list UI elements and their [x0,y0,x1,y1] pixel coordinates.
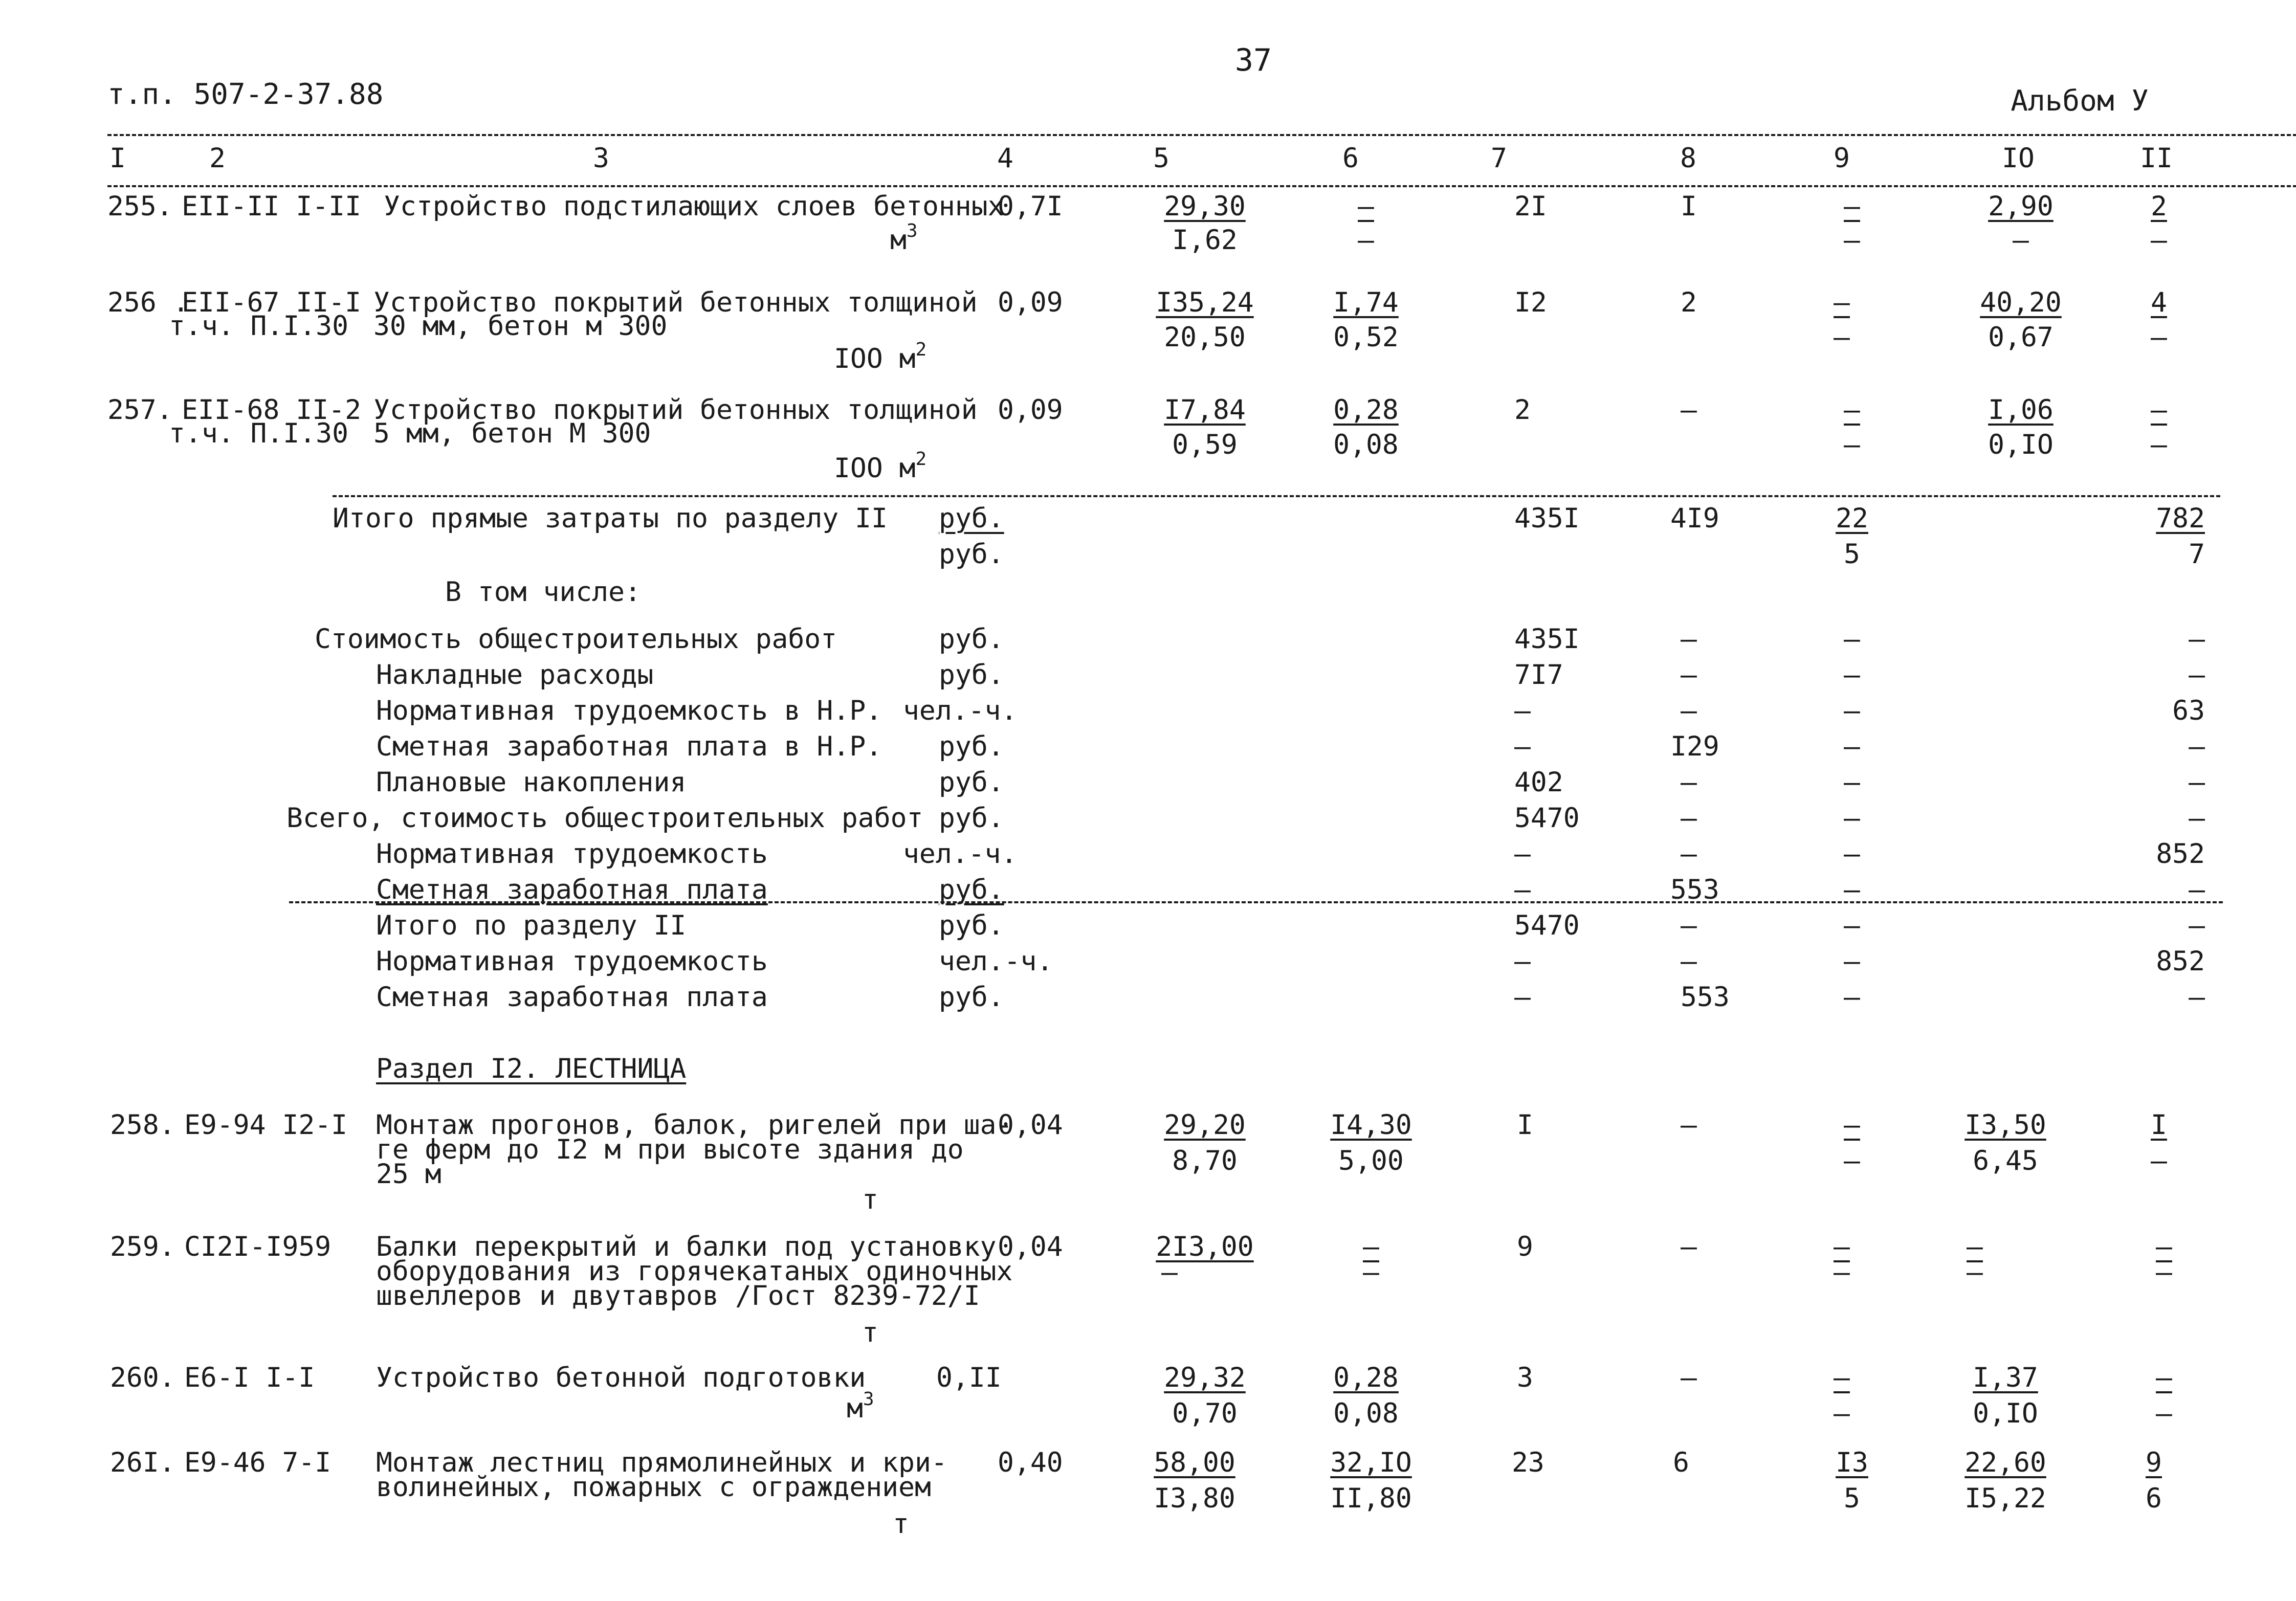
machine-cost: I,74 [1333,287,1399,318]
machine-wages: 5,00 [1338,1145,1404,1176]
norm-code: E9-46 7-I [184,1447,332,1478]
header-bottom-rule [107,185,2296,187]
labor-per-unit: – [1967,1231,1983,1262]
labor-machinists-per-unit: 6,45 [1973,1145,2038,1176]
total-machine-wages: – [1834,322,1850,353]
labor-machinists-total: – [2156,1398,2172,1429]
total-cost: 3 [1517,1362,1533,1393]
summary-label: Сметная заработная плата [376,982,768,1013]
total-cost: I [1517,1109,1533,1141]
summary-labor: 852 [2156,946,2205,977]
total-machine-cost: – [1834,1362,1850,1393]
summary-total-cost: – [1514,946,1531,977]
summary-subheading: В том числе: [445,576,641,608]
total-machine-cost: – [1834,1231,1850,1262]
unit-label: т [862,1184,878,1215]
summary-labor: – [2189,982,2205,1013]
labor-per-unit: I3,50 [1964,1109,2046,1141]
summary-label: Стоимость общестроительных работ [315,624,837,655]
norm-code: EII-II I-II [182,191,361,222]
total-machine-cost: – [1844,1109,1860,1141]
machine-wages: – [1358,225,1374,256]
total-machine-wages: – [1844,225,1860,256]
total-machine-cost: – [1844,394,1860,426]
summary-total-cost: 5470 [1514,803,1580,834]
total-wages: 2 [1681,287,1697,318]
summary-labor: – [2189,874,2205,905]
summary-total-wages: – [1681,910,1697,941]
quantity: 0,04 [998,1109,1063,1141]
unit-cost-wages: 8,70 [1172,1145,1238,1176]
unit-cost-wages: 0,59 [1172,429,1238,460]
summary-labor: – [2189,803,2205,834]
machine-cost: 0,28 [1333,1362,1399,1393]
labor-total: – [2156,1362,2172,1393]
summary-total-cost: 402 [1514,767,1563,798]
norm-code: E6-I I-I [184,1362,315,1393]
work-description: 30 мм, бетон м 300 [373,310,668,342]
quantity: 0,09 [998,287,1063,318]
summary-machine-cost: – [1844,767,1860,798]
machine-cost: I4,30 [1330,1109,1412,1141]
summary-total-cost: – [1514,731,1531,762]
labor-total: – [2156,1231,2172,1262]
work-description: оборудования из горячекатаных одиночных [376,1256,1013,1287]
quantity: 0,7I [998,191,1063,222]
row-number: 260. [110,1362,175,1393]
summary-unit: руб. [939,767,1004,798]
column-header: 5 [1153,143,1169,174]
album-label: Альбом У [2011,84,2149,118]
labor-machinists-per-unit: – [2013,225,2029,256]
machine-cost: – [1363,1231,1379,1262]
summary-unit: руб. [939,874,1004,905]
labor-per-unit: 40,20 [1980,287,2062,318]
norm-code: EII-67 II-I [182,287,361,318]
summary-total-wages: – [1681,767,1697,798]
labor-machinists-total: – [2151,1145,2167,1176]
labor-machinists-total: – [2151,429,2167,460]
summary-labor: – [2189,731,2205,762]
summary-total-cost: – [1514,874,1531,905]
summary-machine-cost: – [1844,624,1860,655]
work-description: Устройство покрытий бетонных толщиной [373,394,978,426]
unit-cost-wages: 0,70 [1172,1398,1238,1429]
summary-unit: чел.-ч. [903,838,1018,870]
subtotal-divider [289,901,2223,903]
unit-cost: 29,30 [1164,191,1246,222]
work-description: 25 м [376,1159,441,1190]
column-header: 3 [593,143,609,174]
summary-total-wages: – [1681,838,1697,870]
summary-label: Нормативная трудоемкость [376,946,768,977]
labor-machinists-total: 6 [2146,1483,2162,1514]
unit-cost: I7,84 [1164,394,1246,426]
summary-label: Плановые накопления [376,767,687,798]
machine-wages: 0,08 [1333,1398,1399,1429]
norm-code-note: т.ч. П.I.30 [169,418,348,449]
work-description: Устройство подстилающих слоев бетонных [384,191,1004,222]
quantity: 0,II [936,1362,1002,1393]
labor-machinists-per-unit: 0,67 [1988,322,2054,353]
total-wages: 6 [1673,1447,1689,1478]
summary-machine-cost: – [1844,803,1860,834]
labor-per-unit: I,37 [1973,1362,2038,1393]
row-number: 259. [110,1231,175,1262]
quantity: 0,04 [998,1231,1063,1262]
total-wages: I [1681,191,1697,222]
total-cost: 23 [1512,1447,1544,1478]
work-description: ге ферм до I2 м при высоте здания до [376,1134,964,1165]
unit-label: IOO $м^2$ [834,449,927,484]
summary-labor: 63 [2172,695,2205,726]
labor-machinists-total: – [2156,1257,2172,1288]
total-wages: – [1681,1109,1697,1141]
summary-total-cost: 7I7 [1514,659,1563,691]
page-number: 37 [1234,42,1272,78]
machine-cost: 32,IO [1330,1447,1412,1478]
total-machine-cost: I3 [1836,1447,1868,1478]
summary-total-wages: – [1681,695,1697,726]
summary-unit: чел.-ч. [903,695,1018,726]
labor-per-unit: 22,60 [1964,1447,2046,1478]
summary-total-wages: 4I9 [1670,503,1719,534]
row-number: 26I. [110,1447,175,1478]
summary-labor: – [2189,767,2205,798]
summary-label: Сметная заработная плата в Н.Р. [376,731,882,762]
row-number: 256 . [107,287,189,318]
norm-code: CI2I-I959 [184,1231,332,1262]
summary-machine-cost: 22 [1836,503,1868,534]
summary-machine-cost: – [1844,874,1860,905]
column-header: 9 [1834,143,1850,174]
unit-cost: 29,32 [1164,1362,1246,1393]
summary-labor-machinists: 7 [2189,539,2205,570]
unit-cost: 58,00 [1154,1447,1235,1478]
total-wages: – [1681,394,1697,426]
column-header: IO [2002,143,2035,174]
labor-machinists-per-unit: 0,IO [1973,1398,2038,1429]
summary-total-cost: – [1514,838,1531,870]
unit-cost: 2I3,00 [1156,1231,1254,1262]
labor-machinists-total: – [2151,322,2167,353]
labor-machinists-per-unit: – [1967,1257,1983,1288]
labor-total: 4 [2151,287,2167,318]
labor-total: 9 [2146,1447,2162,1478]
document-code: т.п. 507-2-37.88 [107,78,384,111]
summary-total-cost: – [1514,695,1531,726]
labor-per-unit: I,06 [1988,394,2054,426]
labor-per-unit: 2,90 [1988,191,2054,222]
summary-machine-wages: 5 [1844,539,1860,570]
summary-unit: руб. [939,659,1004,691]
summary-unit: руб. [939,982,1004,1013]
unit-cost-wages: I3,80 [1154,1483,1235,1514]
summary-machine-cost: – [1844,695,1860,726]
column-header: 6 [1342,143,1359,174]
header-top-rule [107,134,2296,136]
summary-unit: руб. [939,624,1004,655]
summary-total-wages: – [1681,946,1697,977]
summary-unit: руб. [939,803,1004,834]
row-number: 258. [110,1109,175,1141]
labor-machinists-per-unit: I5,22 [1964,1483,2046,1514]
total-machine-wages: 5 [1844,1483,1860,1514]
total-cost: I2 [1514,287,1547,318]
machine-wages: 0,52 [1333,322,1399,353]
work-description: швеллеров и двутавров /Гост 8239-72/I [376,1280,980,1311]
summary-total-wages: – [1681,624,1697,655]
summary-total-cost: 5470 [1514,910,1580,941]
machine-wages: II,80 [1330,1483,1412,1514]
unit-label: IOO $м^2$ [834,339,927,374]
summary-machine-cost: – [1844,946,1860,977]
machine-cost: – [1358,191,1374,222]
work-description: Устройство покрытий бетонных толщиной [373,287,978,318]
summary-total-wages: 553 [1670,874,1719,905]
labor-machinists-total: – [2151,225,2167,256]
unit-label: $м^3$ [890,220,918,256]
summary-machine-cost: – [1844,838,1860,870]
machine-wages: – [1363,1257,1379,1288]
summary-total-cost: 435I [1514,503,1580,534]
summary-total-cost: 435I [1514,624,1580,655]
column-header: 2 [209,143,226,174]
total-machine-cost: – [1844,191,1860,222]
summary-label: Итого по разделу II [376,910,687,941]
summary-total-wages: – [1681,803,1697,834]
machine-wages: 0,08 [1333,429,1399,460]
norm-code: E9-94 I2-I [184,1109,348,1141]
summary-labor: 782 [2156,503,2205,534]
summary-label: Всего, стоимость общестроительных работ [286,803,923,834]
total-wages: – [1681,1362,1697,1393]
summary-machine-cost: – [1844,659,1860,691]
summary-total-cost: – [1514,982,1531,1013]
labor-machinists-per-unit: 0,IO [1988,429,2054,460]
quantity: 0,40 [998,1447,1063,1478]
row-number: 255. [107,191,173,222]
norm-code: EII-68 II-2 [182,394,361,426]
work-description: 5 мм, бетон М 300 [373,418,651,449]
column-header: II [2140,143,2173,174]
summary-label: Нормативная трудоемкость [376,838,768,870]
unit-cost: I35,24 [1156,287,1254,318]
total-machine-wages: – [1844,429,1860,460]
summary-unit: руб. [939,910,1004,941]
total-wages: – [1681,1231,1697,1262]
summary-machine-cost: – [1844,982,1860,1013]
work-description: Монтаж лестниц прямолинейных и кри- [376,1447,947,1478]
norm-code-note: т.ч. П.I.30 [169,310,348,342]
summary-label: Итого прямые затраты по разделу II [333,503,888,534]
summary-machine-cost: – [1844,910,1860,941]
unit-cost: 29,20 [1164,1109,1246,1141]
unit-cost-wages: – [1161,1257,1178,1288]
summary-label: Сметная заработная плата [376,874,768,905]
summary-labor: – [2189,659,2205,691]
total-cost: 9 [1517,1231,1533,1262]
total-machine-wages: – [1834,1398,1850,1429]
summary-unit: руб. [939,503,1004,534]
total-machine-wages: – [1844,1145,1860,1176]
summary-labor: – [2189,910,2205,941]
unit-label: т [893,1508,909,1540]
row-number: 257. [107,394,173,426]
total-cost: 2I [1514,191,1547,222]
quantity: 0,09 [998,394,1063,426]
work-description: Устройство бетонной подготовки [376,1362,866,1393]
column-header: 8 [1680,143,1696,174]
summary-total-wages: – [1681,659,1697,691]
summary-unit: руб. [939,731,1004,762]
unit-label: $м^3$ [847,1389,874,1424]
unit-cost-wages: 20,50 [1164,322,1246,353]
work-description: волинейных, пожарных с ограждением [376,1472,931,1503]
total-cost: 2 [1514,394,1531,426]
work-description: Монтаж прогонов, балок, ригелей при ша- [376,1109,1013,1141]
work-description: Балки перекрытий и балки под установку [376,1231,997,1262]
unit-cost-wages: I,62 [1172,225,1238,256]
labor-total: – [2151,394,2167,426]
column-header: 4 [997,143,1013,174]
labor-total: I [2151,1109,2167,1141]
summary-total-wages: 553 [1681,982,1730,1013]
summary-label: Нормативная трудоемкость в Н.Р. [376,695,882,726]
total-machine-cost: – [1834,287,1850,318]
summary-unit: чел.-ч. [939,946,1053,977]
summary-labor: – [2189,624,2205,655]
section-divider [333,495,2220,497]
column-header: I [109,143,126,174]
unit-label: т [862,1317,878,1348]
column-header: 7 [1491,143,1507,174]
summary-total-wages: I29 [1670,731,1719,762]
total-machine-wages: – [1834,1257,1850,1288]
summary-labor: 852 [2156,838,2205,870]
machine-cost: 0,28 [1333,394,1399,426]
section-title: Раздел I2. ЛЕСТНИЦА [376,1053,687,1084]
summary-unit: руб. [939,539,1004,570]
summary-label: Накладные расходы [376,659,654,691]
summary-machine-cost: – [1844,731,1860,762]
labor-total: 2 [2151,191,2167,222]
